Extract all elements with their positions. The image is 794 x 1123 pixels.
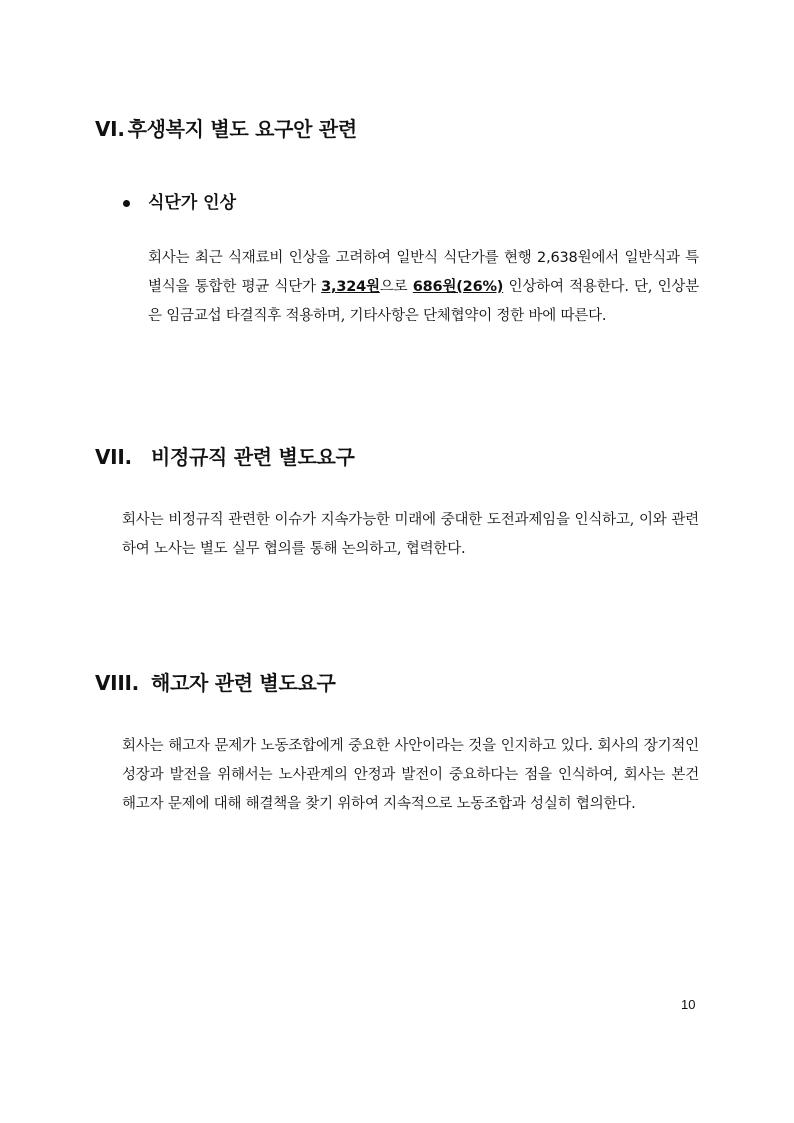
text-run: 인상하여 적용한다. 단, 인상분은 임금교섭 타결직후 적용하며, 기타사항은 단체협약이 정한 바에 따른다. <box>148 279 700 324</box>
paragraph-dismissed-workers: 회사는 해고자 문제가 노동조합에게 중요한 사안이라는 것을 인지하고 있다. 회사의 장기적인 성장과 발전을 위해서는 노사관계의 안정과 발전이 중요하다는 점을 인식하여, 회사는 본건 해고자 문제에 대해 해결책을 찾기 위하여 지속적으로 노동조합과 성실히 협의한다. <box>122 738 699 812</box>
section-title: 해고자 관련 별도요구 <box>151 671 336 695</box>
average-price-highlight: 3,324원 <box>321 279 380 295</box>
section-heading-vi <box>95 116 357 142</box>
section-number: VIII. <box>95 671 139 695</box>
text-run: 원에서 일반식과 특별식을 통합한 평균 식단가 <box>148 250 699 295</box>
section-heading-viii <box>95 670 336 696</box>
section-number: VI. <box>95 117 125 141</box>
paragraph-meal-price <box>148 244 699 331</box>
section-title: 후생복지 별도 요구안 관련 <box>127 117 357 141</box>
section-heading-vii <box>95 444 355 470</box>
section-title: 비정규직 관련 별도요구 <box>151 445 355 469</box>
section-number: VII. <box>95 445 132 469</box>
increase-highlight: 686원(26%) <box>412 279 504 295</box>
bullet-icon <box>123 200 130 207</box>
page-number: 10 <box>681 997 696 1012</box>
current-price: 2,638 <box>537 250 578 266</box>
paragraph-irregular-workers: 회사는 비정규직 관련한 이슈가 지속가능한 미래에 중대한 도전과제임을 인식하고, 이와 관련하여 노사는 별도 실무 협의를 통해 논의하고, 협력한다. <box>122 512 699 557</box>
text-run: 으로 <box>379 279 413 295</box>
text-run: 회사는 최근 식재료비 인상을 고려하여 일반식 식단가를 현행 <box>148 250 538 266</box>
subsection-title: 식단가 인상 <box>148 193 237 213</box>
